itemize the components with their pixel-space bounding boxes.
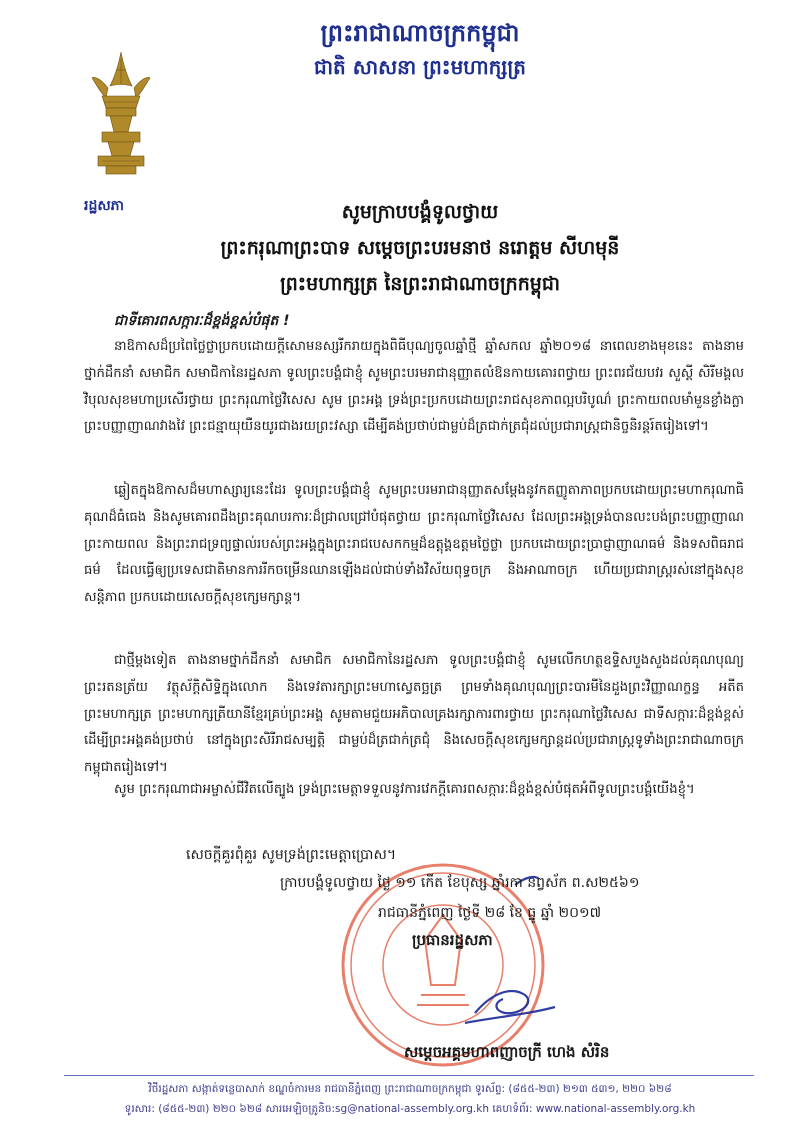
footer-contact: ទូរសារ: (៨៥៥-២៣) ២២០ ៦២៨ សារអេឡិចត្រូនិច:sg@national-assembly.org.kh គេហទំព័រ: www.national-assembly.org.kh xyxy=(124,1103,696,1115)
department-label: រដ្ឋសភា xyxy=(84,198,124,214)
header-motto: ជាតិ សាសនា ព្រះមហាក្សត្រ xyxy=(314,55,526,79)
title-line-3: ព្រះមហាក្សត្រ នៃព្រះរាជាណាចក្រកម្ពុជា xyxy=(280,273,560,295)
paragraph-2: ឆ្លៀតក្នុងឱកាសដ៏មហាស្សារ្យនេះដែរ ទូលព្រះបង្គំជាខ្ញុំ សូមព្រះបរមរាជានុញ្ញាតសម្តែងនូវកតញ្ញូតាភាពប្រកបដោយព្រះមហាករុណាធិគុណដ៏ធំធេង និងសូមគោរពដឹងព្រះគុណបរការៈដ៏ជ្រាលជ្រៅបំផុតថ្វាយ ព្រះករុណាថ្លៃវិសេស ដែលព្រះអង្គទ្រង់បានលះបង់ព្រះបញ្ញាញាណ ព្រះកាយពល និងព្រះរាជទ្រព្យផ្ទាល់របស់ព្រះអង្គក្នុងព្រះរាជបេសកកម្មដ៏ឧត្តុង្គឧត្តមថ្លៃថ្លា ប្រកបដោយព្រះប្រាជ្ញាញាណធម៌ និងទសពិធរាជធម៌ ដែលធ្វើឲ្យប្រទេសជាតិមានការរីកចម្រើនឈានឡើងដល់ជាប់ទាំងវិស័យពុទ្ធចក្រ និងអាណាចក្រ ហើយប្រជារាស្ត្ររស់នៅក្នុងសុខសន្តិភាព ប្រកបដោយសេចក្តីសុខក្សេមក្សាន្ត។ xyxy=(84,483,744,606)
header-kingdom: ព្រះរាជាណាចក្រកម្ពុជា xyxy=(320,18,520,47)
signer-role: ប្រធានរដ្ឋសភា xyxy=(412,931,493,949)
paragraph-1: នាឱកាសដ៏ប្រពៃថ្លៃថ្លាប្រកបដោយក្តីសោមនស្សរីករាយក្នុងពិធីបុណ្យចូលឆ្នាំថ្មី ឆ្នាំសកល ឆ្នាំ២០១៨ នាពេលខាងមុខនេះ តាងនាមថ្នាក់ដឹកនាំ សមាជិក សមាជិកានៃរដ្ឋសភា ទូលព្រះបង្គំជាខ្ញុំ សូមព្រះបរមរាជានុញ្ញាតលំឱនកាយគោរពថ្វាយ ព្រះពរជ័យបវរ សួស្តី សិរីមង្គល វិបុលសុខមហាប្រសើរថ្វាយ ព្រះករុណាថ្លៃវិសេស សូម ព្រះអង្គ ទ្រង់ព្រះប្រកបដោយព្រះរាជសុខភាពល្អបរិបូណ៌ ព្រះកាយពលមាំមួនខ្លាំងក្លា ព្រះបញ្ញាញាណវាងវៃ ព្រះជន្មាយុយឺនយូរជាងរយព្រះវស្សា ដើម្បីគង់ប្រថាប់ជាម្លប់ដ៏ត្រជាក់ត្រជុំដល់ប្រជារាស្ត្រជានិច្ចនិរន្តរ៍តរៀងទៅ។ xyxy=(84,339,744,435)
date-solar: រាជធានីភ្នំពេញ ថ្ងៃទី ២៨ ខែ ធ្នូ ឆ្នាំ ២០១៧ xyxy=(378,905,602,921)
royal-emblem-icon xyxy=(88,48,154,178)
paragraph-3: ជាថ្មីម្តងទៀត តាងនាមថ្នាក់ដឹកនាំ សមាជិក សមាជិកានៃរដ្ឋសភា ទូលព្រះបង្គំជាខ្ញុំ សូមលើកហត្ថឧទ្ទិសបួងសួងដល់គុណបុណ្យព្រះរតនត្រ័យ វត្ថុស័ក្តិសិទ្ធិក្នុងលោក និងទេវតារក្សាព្រះមហាស្វេតច្ឆត្រ ព្រមទាំងគុណបុណ្យព្រះបារមីនៃដួងព្រះវិញ្ញាណក្ខន្ធ អតីតព្រះមហាក្សត្រ ព្រះមហាក្សត្រីយានីខ្មែរគ្រប់ព្រះអង្គ សូមតាមជួយអភិបាលគ្រងរក្សាការពារថ្វាយ ព្រះករុណាថ្លៃវិសេស ជាទីសក្ការៈដ៏ខ្ពង់ខ្ពស់ ដើម្បីព្រះអង្គគង់ប្រថាប់ នៅក្នុងព្រះសិរីរាជសម្បត្តិ ជាម្លប់ដ៏ត្រជាក់ត្រជុំ និងសេចក្តីសុខក្សេមក្សាន្តដល់ប្រជារាស្ត្រទូទាំងព្រះរាជាណាចក្រកម្ពុជាតរៀងទៅ។ xyxy=(84,653,744,776)
salutation: ជាទីគោរពសក្ការៈដ៏ខ្ពង់ខ្ពស់បំផុត ! xyxy=(114,313,290,329)
footer-address: វិថីរដ្ឋសភា សង្កាត់ទន្លេបាសាក់ ខណ្ឌចំការមន រាជធានីភ្នំពេញ ព្រះរាជាណាចក្រកម្ពុជា ទូរស័ព្ទ: (៨៥៥-២៣) ២១៣ ៥៣១, ២២០ ៦២៨ xyxy=(148,1083,672,1095)
date-lunar: ក្រាបបង្គំទូលថ្វាយ ថ្ងៃ ១១ កើត ខែបុស្ស ឆ្នាំរកា នព្វស័ក ព.ស២៥៦១ xyxy=(280,875,640,891)
title-line-1: សូមក្រាបបង្គំទូលថ្វាយ xyxy=(341,201,499,223)
title-line-2: ព្រះករុណាព្រះបាទ សម្តេចព្រះបរមនាថ នរោត្តម សីហមុនី xyxy=(220,237,620,259)
paragraph-4: សូម ព្រះករុណាជាអម្ចាស់ជីវិតលើត្បូង ទ្រង់ព្រះមេត្តាទទួលនូវការវេកក្តីគោរពសក្ការៈដ៏ខ្ពង់ខ្ពស់បំផុតអំពីទូលព្រះបង្គំយើងខ្ញុំ។ xyxy=(114,782,695,797)
footer-divider xyxy=(64,1075,754,1076)
closing-line: សេចក្តីគួរពុំគួរ សូមទ្រង់ព្រះមេត្តាប្រោស។ xyxy=(186,847,397,863)
signer-name: សម្តេចអគ្គមហាពញាចក្រី ហេង សំរិន xyxy=(404,1043,610,1061)
